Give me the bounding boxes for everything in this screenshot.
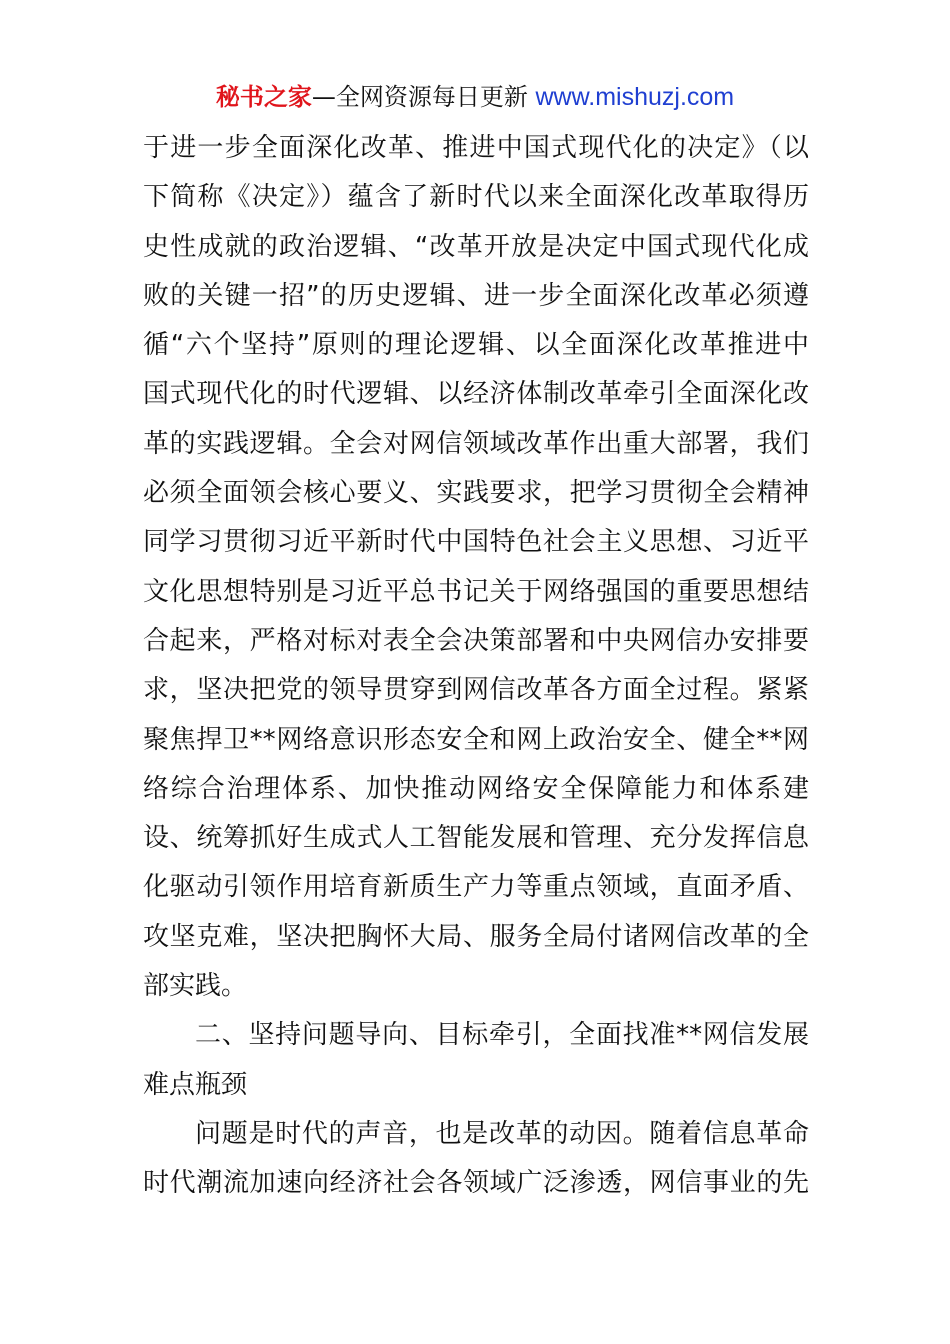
paragraph-end-line: 部实践。 xyxy=(143,971,248,1002)
document-body xyxy=(143,124,809,1209)
text-line: 同学习贯彻习近平新时代中国特色社会主义思想、习近平 xyxy=(143,527,809,558)
site-tagline: —全网资源每日更新 xyxy=(311,83,528,111)
site-header xyxy=(0,80,950,114)
text-line: 文化思想特别是习近平总书记关于网络强国的重要思想结 xyxy=(143,576,809,607)
text-line: 求，坚决把党的领导贯穿到网信改革各方面全过程。紧紧 xyxy=(143,675,809,706)
site-url-link[interactable]: www.mishuzj.com xyxy=(535,83,735,111)
text-line: 络综合治理体系、加快推动网络安全保障能力和体系建 xyxy=(143,773,809,804)
text-line: 循“六个坚持”原则的理论逻辑、以全面深化改革推进中 xyxy=(143,330,809,361)
text-line: 攻坚克难，坚决把胸怀大局、服务全局付诸网信改革的全 xyxy=(143,921,809,952)
text-line: 国式现代化的时代逻辑、以经济体制改革牵引全面深化改 xyxy=(143,379,809,410)
text-line: 革的实践逻辑。全会对网信领域改革作出重大部署，我们 xyxy=(143,428,809,459)
text-line: 败的关键一招”的历史逻辑、进一步全面深化改革必须遵 xyxy=(143,280,809,311)
text-line: 下简称《决定》）蕴含了新时代以来全面深化改革取得历 xyxy=(143,182,809,213)
section-heading-line: 二、坚持问题导向、目标牵引，全面找准**网信发展 xyxy=(195,1020,809,1051)
text-line: 设、统筹抓好生成式人工智能发展和管理、充分发挥信息 xyxy=(143,823,809,854)
text-line: 史性成就的政治逻辑、“改革开放是决定中国式现代化成 xyxy=(143,231,809,262)
text-line: 化驱动引领作用培育新质生产力等重点领域，直面矛盾、 xyxy=(143,872,809,903)
paragraph-start-line: 问题是时代的声音，也是改革的动因。随着信息革命 xyxy=(195,1118,809,1149)
site-brand: 秘书之家 xyxy=(215,83,312,111)
text-line: 时代潮流加速向经济社会各领域广泛渗透，网信事业的先 xyxy=(143,1168,809,1199)
text-line: 合起来，严格对标对表全会决策部署和中央网信办安排要 xyxy=(143,625,809,656)
text-line: 必须全面领会核心要义、实践要求，把学习贯彻全会精神 xyxy=(143,478,809,509)
section-heading-end-line: 难点瓶颈 xyxy=(143,1069,248,1100)
text-line: 聚焦捍卫**网络意识形态安全和网上政治安全、健全**网 xyxy=(143,724,809,755)
text-line: 于进一步全面深化改革、推进中国式现代化的决定》（以 xyxy=(143,133,809,163)
